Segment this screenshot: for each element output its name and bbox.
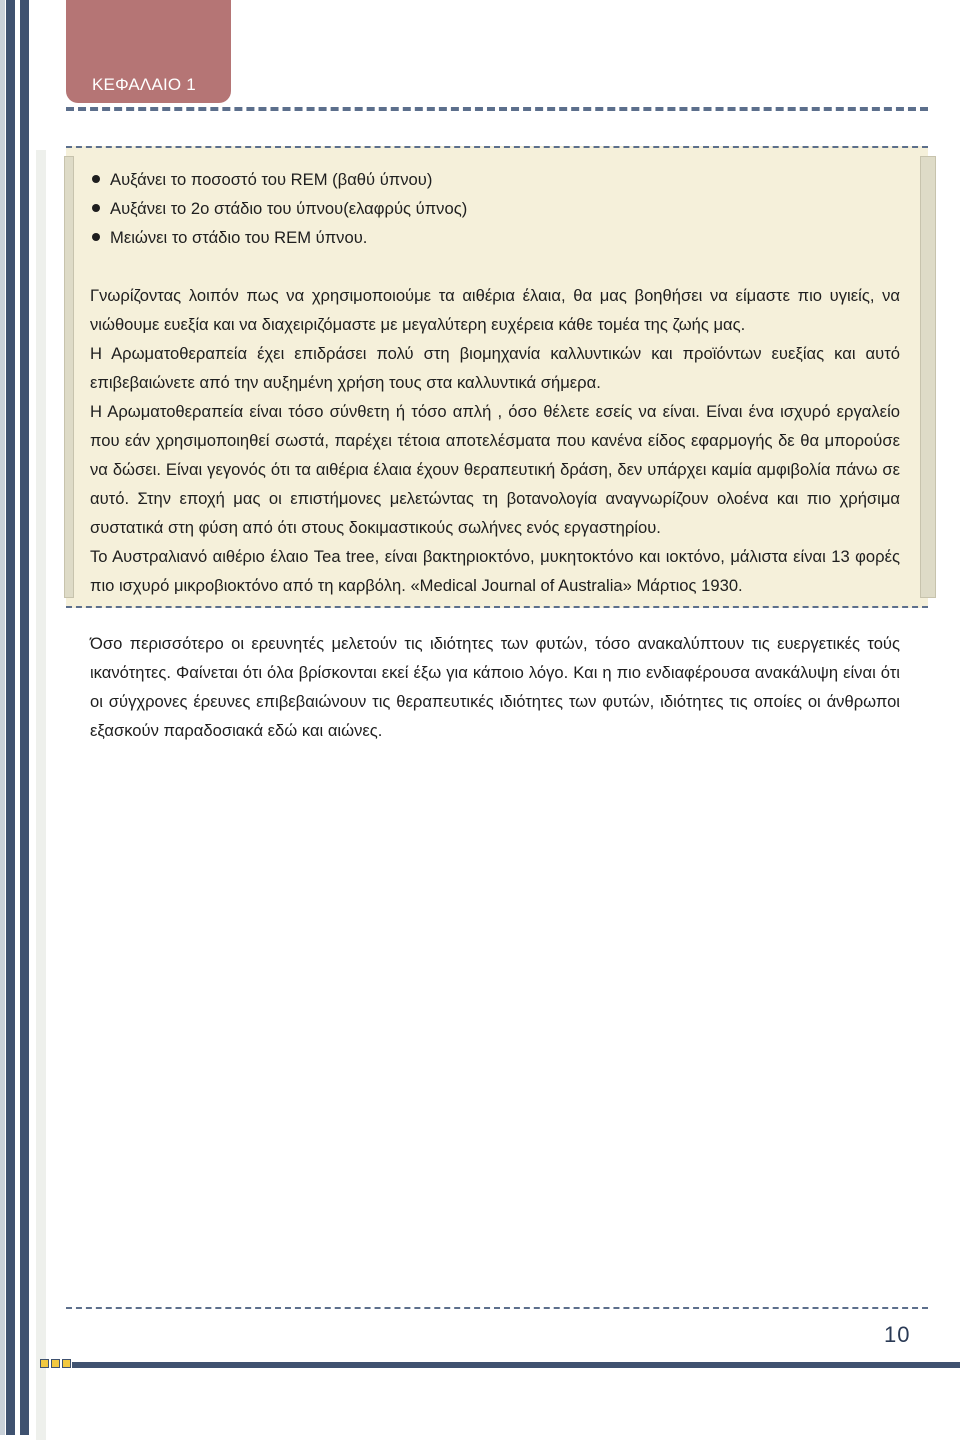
footer-square-icon [40, 1359, 49, 1368]
left-rail-light [0, 0, 5, 1435]
bullet-item: Μειώνει το στάδιο του REM ύπνου. [90, 223, 900, 252]
page-body [90, 165, 900, 745]
header-divider [66, 107, 928, 111]
paragraph: Το Αυστραλιανό αιθέριο έλαιο Tea tree, είναι βακτηριοκτόνο, μυκητοκτόνο και ιοκτόνο, μάλιστα είναι 13 φορές πιο ισχυρό μικροβιοκτόνο από τη καρβόλη. «Medical Journal of Australia» Μάρτιος 1930. [90, 547, 900, 595]
frame-right-bar [920, 156, 936, 598]
chapter-label: ΚΕΦΑΛΑΙΟ 1 [92, 75, 196, 94]
footer-square-icon [51, 1359, 60, 1368]
paragraph: Η Αρωματοθεραπεία είναι τόσο σύνθετη ή τόσο απλή , όσο θέλετε εσείς να είναι. Είναι ένα ισχυρό εργαλείο που εάν χρησιμοποιηθεί σωστά, παρέχει τέτοια αποτελέσματα που κανένα είδος εφαρμογής δε θα μπορούσε να δώσει. Είναι γεγονός ότι τα αιθέρια έλαια έχουν θεραπευτική δράση, δεν υπάρχει καμία αμφιβολία πάνω σε αυτό. Στην εποχή μας οι επιστήμονες μελετώντας τη βοτανολογία αναγνωρίζουν ολοένα και πιο χρήσιμα συστατικά στη φύση από ότι στους δοκιμαστικούς σωλήνες ενός εργαστηρίου. [90, 402, 900, 537]
footer-divider [66, 1307, 928, 1309]
left-rail-stripe [6, 0, 15, 1435]
bullet-item: Αυξάνει το 2ο στάδιο του ύπνου(ελαφρύς ύπνος) [90, 194, 900, 223]
page-number: 10 [884, 1322, 911, 1347]
bullet-list [90, 165, 900, 252]
closing-paragraph: Όσο περισσότερο οι ερευνητές μελετούν τις ιδιότητες των φυτών, τόσο ανακαλύπτουν τις ευεργετικές τούς ικανότητες. Φαίνεται ότι όλα βρίσκονται εκεί έξω για κάποιο λόγο. Και η πιο ενδιαφέρουσα ανακάλυψη είναι ότι οι σύγχρονες έρευνες επιβεβαιώνουν τις θεραπευτικές ιδιότητες των φυτών, ιδιότητες τις οποίες οι άνθρωποι εξασκούν παραδοσιακά εδώ και αιώνες. [90, 634, 900, 740]
paragraph: Γνωρίζοντας λοιπόν πως να χρησιμοποιούμε τα αιθέρια έλαια, θα μας βοηθήσει να είμαστε πιο υγιείς, να νιώθουμε ευεξία και να διαχειριζόμαστε με μεγαλύτερη ευχέρεια κάθε τομέα της ζωής μας. [90, 286, 900, 334]
bullet-item: Αυξάνει το ποσοστό του REM (βαθύ ύπνου) [90, 165, 900, 194]
footer-square-icon [62, 1359, 71, 1368]
frame-top-border [66, 146, 928, 148]
frame-left-bar [64, 156, 74, 598]
footer-rule [72, 1362, 960, 1368]
paragraph: Η Αρωματοθεραπεία έχει επιδράσει πολύ στη βιομηχανία καλλυντικών και προϊόντων ευεξίας και αυτό επιβεβαιώνετε από την αυξημένη χρήση τους στα καλλυντικά σήμερα. [90, 344, 900, 392]
left-rail-stripe [20, 0, 29, 1435]
inner-rail [36, 150, 46, 1440]
